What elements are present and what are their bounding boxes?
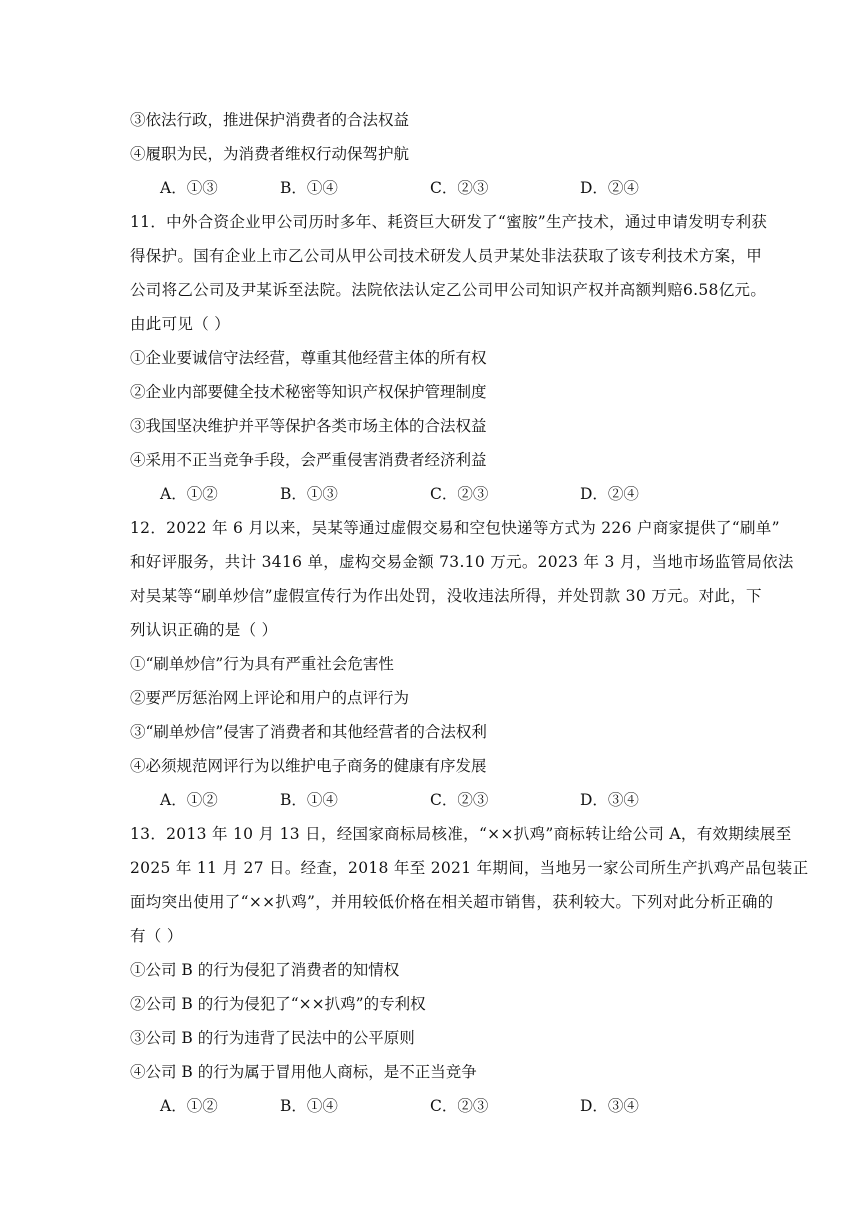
q12-option-d: D．③④ [580,791,639,809]
q12-statement-1: ①“刷单炒信”行为具有严重社会危害性 [130,655,394,673]
q12-option-a: A．①② [160,791,218,809]
q13-statement-3: ③公司 B 的行为违背了民法中的公平原则 [130,1029,415,1047]
q13-stem-line-3: 面均突出使用了“××扒鸡”，并用较低价格在相关超市销售，获利较大。下列对此分析正确的 [130,893,774,911]
q12-option-c: C．②③ [430,791,489,809]
q13-option-c: C．②③ [430,1097,489,1115]
q11-option-d: D．②④ [580,485,639,503]
q10-option-a: A．①③ [160,179,218,197]
q13-statement-4: ④公司 B 的行为属于冒用他人商标，是不正当竞争 [130,1063,477,1081]
q12-option-b: B．①④ [280,791,338,809]
q12-statement-2: ②要严厉惩治网上评论和用户的点评行为 [130,689,410,707]
q10-option-b: B．①④ [280,179,338,197]
q11-stem-line-1: 11．中外合资企业甲公司历时多年、耗资巨大研发了“蜜胺”生产技术，通过申请发明专利获 [130,213,768,231]
q13-stem-line-2: 2025 年 11 月 27 日。经查，2018 年至 2021 年期间，当地另一家公司所生产扒鸡产品包装正 [130,859,809,877]
q13-option-d: D．③④ [580,1097,639,1115]
q11-statement-4: ④采用不正当竞争手段，会严重侵害消费者经济利益 [130,451,487,469]
q12-stem-line-3: 对吴某等“刷单炒信”虚假宣传行为作出处罚，没收违法所得，并处罚款 30 万元。对此，下 [130,587,762,605]
q13-stem-line-1: 13．2013 年 10 月 13 日，经国家商标局核准，“××扒鸡”商标转让给公司 A，有效期续展至 [130,825,792,843]
q12-stem-line-2: 和好评服务，共计 3416 单，虚构交易金额 73.10 万元。2023 年 3 月，当地市场监管局依法 [130,553,794,571]
q13-stem-line-4: 有（ ） [130,927,183,945]
q11-option-a: A．①② [160,485,218,503]
q11-statement-3: ③我国坚决维护并平等保护各类市场主体的合法权益 [130,417,487,435]
q13-option-a: A．①② [160,1097,218,1115]
q11-option-c: C．②③ [430,485,489,503]
q13-statement-1: ①公司 B 的行为侵犯了消费者的知情权 [130,961,400,979]
q12-stem-line-1: 12．2022 年 6 月以来，吴某等通过虚假交易和空包快递等方式为 226 户商家提供了“刷单” [130,519,780,537]
q10-option-d: D．②④ [580,179,639,197]
q10-statement-4: ④履职为民，为消费者维权行动保驾护航 [130,145,410,163]
q13-option-b: B．①④ [280,1097,338,1115]
q13-statement-2: ②公司 B 的行为侵犯了“××扒鸡”的专利权 [130,995,426,1013]
q11-statement-1: ①企业要诚信守法经营，尊重其他经营主体的所有权 [130,349,487,367]
q12-statement-3: ③“刷单炒信”侵害了消费者和其他经营者的合法权利 [130,723,487,741]
q11-stem-line-4: 由此可见（ ） [130,315,231,333]
q11-statement-2: ②企业内部要健全技术秘密等知识产权保护管理制度 [130,383,487,401]
q12-statement-4: ④必须规范网评行为以维护电子商务的健康有序发展 [130,757,487,775]
q10-statement-3: ③依法行政，推进保护消费者的合法权益 [130,111,410,129]
q12-stem-line-4: 列认识正确的是（ ） [130,621,278,639]
q11-stem-line-2: 得保护。国有企业上市乙公司从甲公司技术研发人员尹某处非法获取了该专利技术方案，甲 [130,247,763,265]
q11-stem-line-3: 公司将乙公司及尹某诉至法院。法院依法认定乙公司甲公司知识产权并高额判赔6.58亿元。 [130,281,767,299]
q10-option-c: C．②③ [430,179,489,197]
q11-option-b: B．①③ [280,485,338,503]
